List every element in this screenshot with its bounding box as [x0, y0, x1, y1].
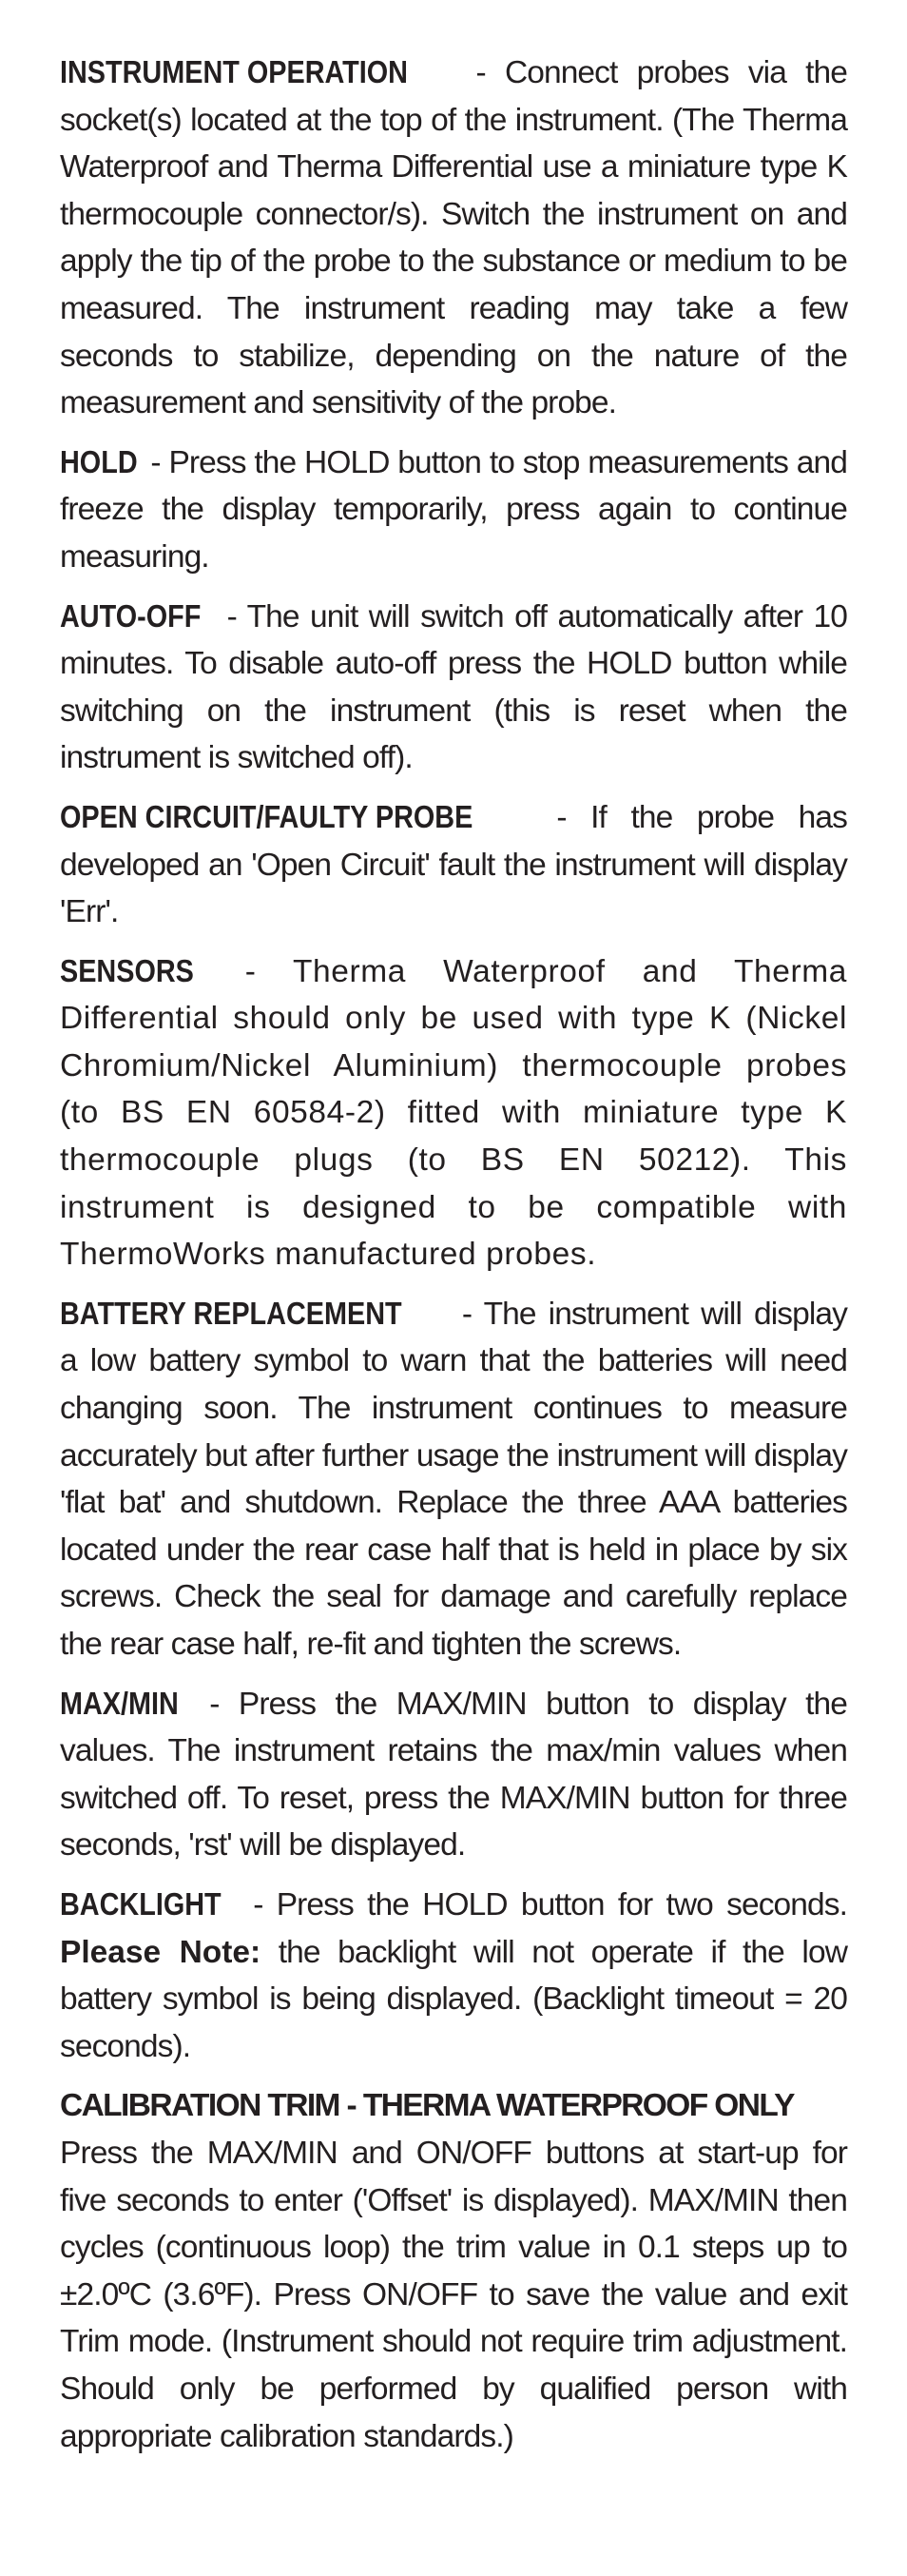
section-heading: HOLD: [60, 444, 138, 480]
section-text: - The instrument will display a low battery symbol to warn that the batteries will need changing soon. The instrument continues to measure accurately but after further usage the instrument will display 'flat bat' and shutdown. Replace the three AAA batteries located under the rear case half that is held in place by six screws. Check the seal for damage and carefully replace the rear case half, re-fit and tighten the screws.: [60, 1296, 847, 1662]
section-sensors: [60, 948, 847, 1278]
section-battery-replacement: [60, 1291, 847, 1669]
section-heading: INSTRUMENT OPERATION: [60, 55, 408, 90]
section-heading: BACKLIGHT: [60, 1886, 222, 1922]
section-heading: BATTERY REPLACEMENT: [60, 1296, 402, 1332]
section-text: - Press the HOLD button for two seconds.: [240, 1886, 847, 1922]
section-text: - Press the HOLD button to stop measurements and freeze the display temporarily, press again to continue measuring.: [60, 444, 847, 575]
section-instrument-operation: [60, 49, 847, 427]
section-auto-off: [60, 594, 847, 782]
note-text: the backlight will not operate if the low battery symbol is being displayed. (Backlight timeout = 20 seconds).: [60, 1934, 847, 2064]
section-backlight: [60, 1882, 847, 2070]
section-heading: CALIBRATION TRIM - THERMA WATERPROOF ONLY: [60, 2088, 794, 2124]
section-text: - Press the MAX/MIN button to display the values. The instrument retains the max/min values when switched off. To reset, press the MAX/MIN button for three seconds, 'rst' will be displayed.: [60, 1686, 847, 1864]
section-heading: AUTO-OFF: [60, 598, 202, 634]
section-heading: SENSORS: [60, 953, 194, 989]
section-calibration-trim: [60, 2082, 847, 2460]
section-heading: OPEN CIRCUIT/FAULTY PROBE: [60, 799, 473, 835]
section-text: - Therma Waterproof and Therma Differential should only be used with type K (Nickel Chromium/Nickel Aluminium) thermocouple probes (to BS EN 60584-2) fitted with miniature type K thermocouple plugs (to BS EN 50212). This instrument is designed to be compatible with ThermoWorks manufactured probes.: [60, 953, 847, 1273]
section-text: Press the MAX/MIN and ON/OFF buttons at start-up for five seconds to enter ('Offset' is displayed). MAX/MIN then cycles (continuous loop) the trim value in 0.1 steps up to ±2.0ºC (3.6ºF). Press ON/OFF to save the value and exit Trim mode. (Instrument should not require trim adjustment. Should only be performed by qualified person with appropriate calibration standards.): [60, 2135, 847, 2454]
section-text: - If the probe has developed an 'Open Circuit' fault the instrument will display 'Err'.: [60, 799, 847, 930]
note-label: Please Note:: [60, 1934, 261, 1970]
section-text: - Connect probes via the socket(s) located at the top of the instrument. (The Therma Waterproof and Therma Differential use a miniature type K thermocouple connector/s). Switch the instrument on and apply the tip of the probe to the substance or medium to be measured. The instrument reading may take a few seconds to stabilize, depending on the nature of the measurement and sensitivity of the probe.: [60, 55, 847, 421]
section-max-min: [60, 1681, 847, 1869]
section-open-circuit: [60, 794, 847, 936]
section-heading: MAX/MIN: [60, 1686, 179, 1722]
section-hold: [60, 439, 847, 581]
section-text: - The unit will switch off automatically after 10 minutes. To disable auto-off press the HOLD button while switching on the instrument (this is reset when the instrument is switched off).: [60, 598, 847, 776]
